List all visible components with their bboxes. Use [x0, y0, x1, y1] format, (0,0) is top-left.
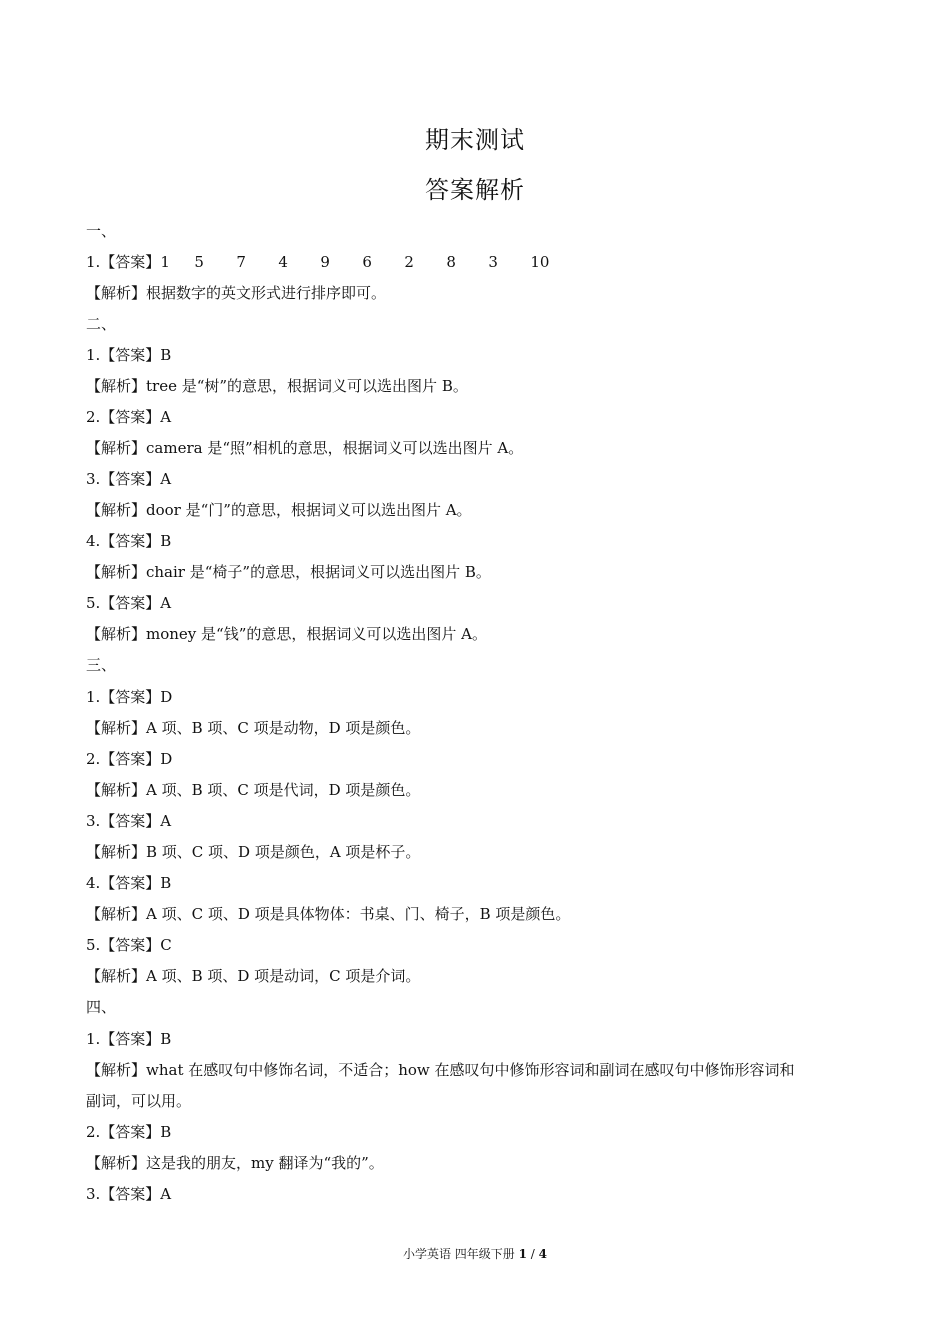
section-heading: 四、: [86, 998, 117, 1016]
footer-page-number: 1: [518, 1247, 527, 1261]
page-subtitle: 答案解析: [425, 176, 525, 204]
page-footer: [0, 1246, 950, 1262]
footer-separator: /: [530, 1247, 535, 1261]
sequence-number: 9: [320, 253, 330, 271]
answer-line: 1.【答案】D: [86, 688, 173, 706]
sequence-number: 1: [160, 253, 170, 271]
explanation-line: 【解析】A 项、B 项、D 项是动词，C 项是介词。: [86, 967, 421, 985]
answer-label: 1.【答案】: [86, 253, 161, 271]
section-heading: 三、: [86, 656, 117, 674]
explanation-line: 【解析】camera 是“照”相机的意思，根据词义可以选出图片 A。: [86, 439, 524, 457]
section-heading: 一、: [86, 222, 117, 240]
sequence-number: 4: [278, 253, 288, 271]
answer-line: 3.【答案】A: [86, 812, 172, 830]
answer-line: 5.【答案】A: [86, 594, 172, 612]
answer-line: 1.【答案】B: [86, 1030, 172, 1048]
answer-line: [86, 251, 876, 273]
answer-line: 4.【答案】B: [86, 532, 172, 550]
footer-text: 小学英语 四年级下册: [402, 1247, 515, 1261]
explanation-line: 【解析】A 项、C 项、D 项是具体物体：书桌、门、椅子，B 项是颜色。: [86, 905, 571, 923]
answer-line: 5.【答案】C: [86, 936, 172, 954]
answer-line: 4.【答案】B: [86, 874, 172, 892]
explanation-line: 【解析】what 在感叹句中修饰名词，不适合；how 在感叹句中修饰形容词和副词在感叹句中修饰形容词和: [86, 1061, 795, 1079]
answer-line: 2.【答案】A: [86, 408, 172, 426]
answer-line: 2.【答案】B: [86, 1123, 172, 1141]
sequence-number: 7: [236, 253, 246, 271]
explanation-line: 【解析】tree 是“树”的意思，根据词义可以选出图片 B。: [86, 377, 468, 395]
explanation-line: 【解析】door 是“门”的意思，根据词义可以选出图片 A。: [86, 501, 472, 519]
explanation-line: 【解析】money 是“钱”的意思，根据词义可以选出图片 A。: [86, 625, 487, 643]
sequence-number: 2: [404, 253, 414, 271]
sequence-number: 10: [530, 253, 550, 271]
page-title: 期末测试: [425, 126, 525, 154]
answer-line: 3.【答案】A: [86, 1185, 172, 1203]
sequence-number: 6: [362, 253, 372, 271]
answer-line: 1.【答案】B: [86, 346, 172, 364]
footer-page-total: 4: [538, 1247, 548, 1261]
explanation-line: 【解析】chair 是“椅子”的意思，根据词义可以选出图片 B。: [86, 563, 491, 581]
explanation-line: 【解析】根据数字的英文形式进行排序即可。: [86, 284, 387, 302]
sequence-number: 3: [488, 253, 498, 271]
explanation-line-continued: 副词，可以用。: [86, 1092, 192, 1110]
answer-line: 2.【答案】D: [86, 750, 173, 768]
sequence-number: 5: [194, 253, 204, 271]
explanation-line: 【解析】B 项、C 项、D 项是颜色，A 项是杯子。: [86, 843, 421, 861]
answer-line: 3.【答案】A: [86, 470, 172, 488]
section-heading: 二、: [86, 315, 117, 333]
explanation-line: 【解析】A 项、B 项、C 项是代词，D 项是颜色。: [86, 781, 421, 799]
sequence-number: 8: [446, 253, 456, 271]
explanation-line: 【解析】A 项、B 项、C 项是动物，D 项是颜色。: [86, 719, 421, 737]
explanation-line: 【解析】这是我的朋友，my 翻译为“我的”。: [86, 1154, 384, 1172]
